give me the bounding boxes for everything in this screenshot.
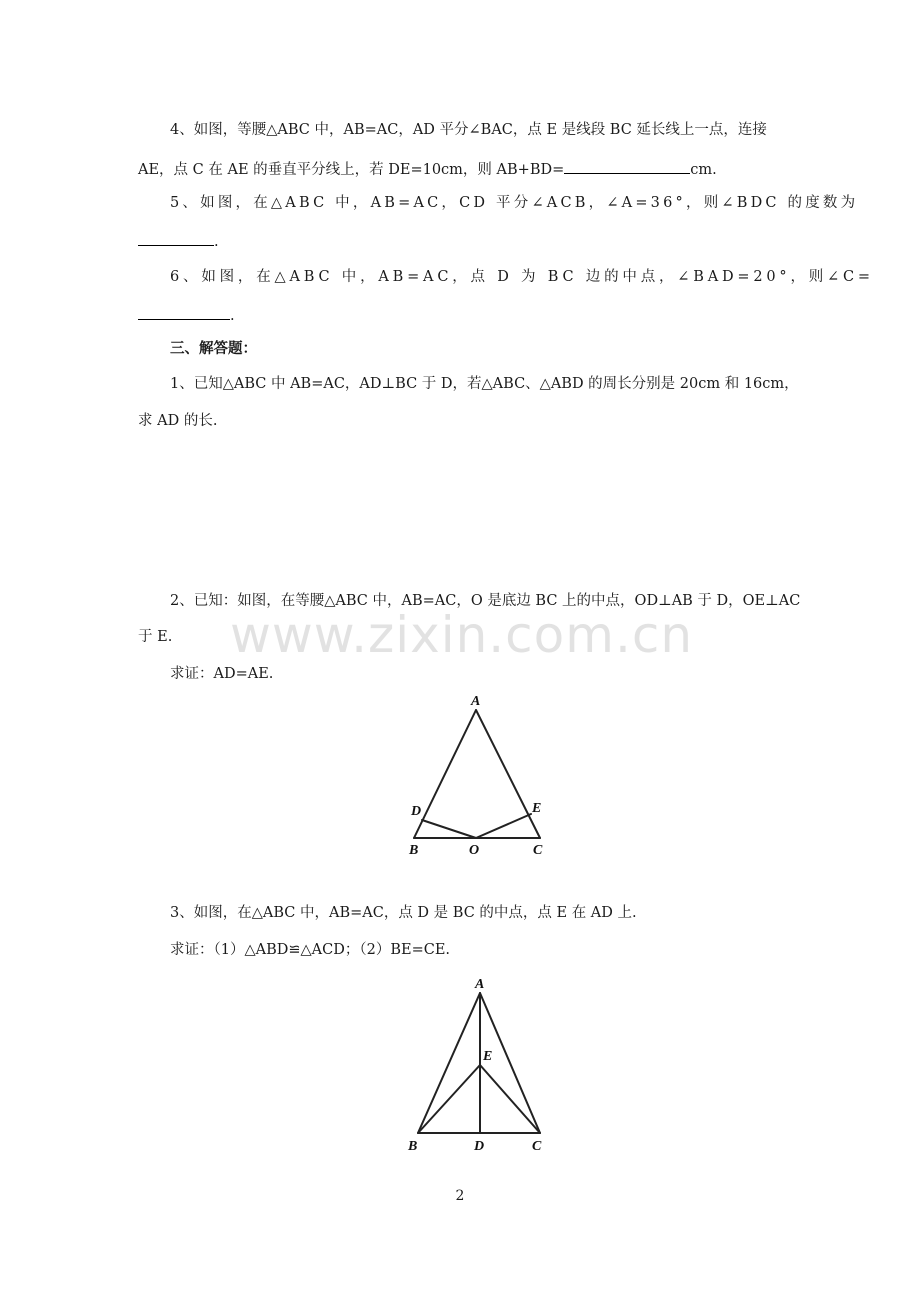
problem4-line1: 4、如图，等腰△ABC 中，AB=AC，AD 平分∠BAC，点 E 是线段 BC 延长线上一点，连接 bbox=[170, 122, 767, 138]
problem5-period: . bbox=[214, 234, 219, 250]
label-a: A bbox=[475, 977, 485, 992]
label-a: A bbox=[471, 694, 481, 709]
q3-figure bbox=[402, 973, 552, 1158]
answer-blank bbox=[564, 158, 690, 174]
section-title: 三、解答题： bbox=[170, 340, 257, 357]
problem5-line2 bbox=[138, 230, 219, 252]
q1-line2: 求 AD 的长. bbox=[138, 413, 218, 429]
page-number: 2 bbox=[455, 1188, 465, 1204]
watermark: www.zixin.com.cn bbox=[230, 606, 694, 664]
answer-blank bbox=[138, 304, 230, 320]
label-e: E bbox=[483, 1049, 493, 1064]
segment-ce bbox=[480, 1065, 540, 1133]
problem6-line1: 6、如图，在△ABC 中，AB=AC，点 D 为 BC 边的中点，∠BAD=20°，则∠C= bbox=[170, 269, 874, 285]
label-e: E bbox=[532, 801, 542, 816]
problem5-line1: 5、如图，在△ABC 中，AB=AC，CD 平分∠ACB，∠A=36°，则∠BDC 的度数为 bbox=[170, 195, 859, 211]
label-d: D bbox=[411, 804, 422, 819]
segment-od bbox=[422, 820, 476, 838]
label-b: B bbox=[408, 1139, 418, 1154]
q3-line1: 3、如图，在△ABC 中，AB=AC，点 D 是 BC 的中点，点 E 在 AD 上. bbox=[170, 905, 637, 921]
answer-blank bbox=[138, 230, 214, 246]
label-c: C bbox=[532, 1139, 542, 1154]
segment-oe bbox=[476, 814, 531, 838]
label-d: D bbox=[474, 1139, 485, 1154]
segment-ab bbox=[418, 993, 480, 1133]
segment-ab bbox=[414, 710, 476, 838]
q2-line1: 2、已知：如图，在等腰△ABC 中，AB=AC，O 是底边 BC 上的中点，OD⊥AB 于 D，OE⊥AC bbox=[170, 593, 801, 609]
problem4-unit: cm. bbox=[690, 162, 717, 178]
q2-line3: 求证：AD=AE. bbox=[170, 666, 274, 682]
label-o: O bbox=[469, 843, 480, 858]
problem6-period: . bbox=[230, 308, 235, 324]
segment-ac bbox=[476, 710, 540, 838]
q3-line2: 求证：（1）△ABD≌△ACD；（2）BE=CE. bbox=[170, 942, 451, 958]
q2-line2: 于 E. bbox=[138, 629, 173, 645]
problem4-text: AE，点 C 在 AE 的垂直平分线上，若 DE=10cm，则 AB+BD= bbox=[138, 162, 565, 178]
q2-figure bbox=[400, 690, 560, 860]
problem4-line2 bbox=[138, 158, 717, 180]
label-b: B bbox=[409, 843, 419, 858]
q1-line1: 1、已知△ABC 中 AB=AC，AD⊥BC 于 D，若△ABC、△ABD 的周长分别是 20cm 和 16cm， bbox=[170, 376, 799, 392]
label-c: C bbox=[533, 843, 543, 858]
segment-be bbox=[418, 1065, 480, 1133]
problem6-line2 bbox=[138, 304, 235, 326]
